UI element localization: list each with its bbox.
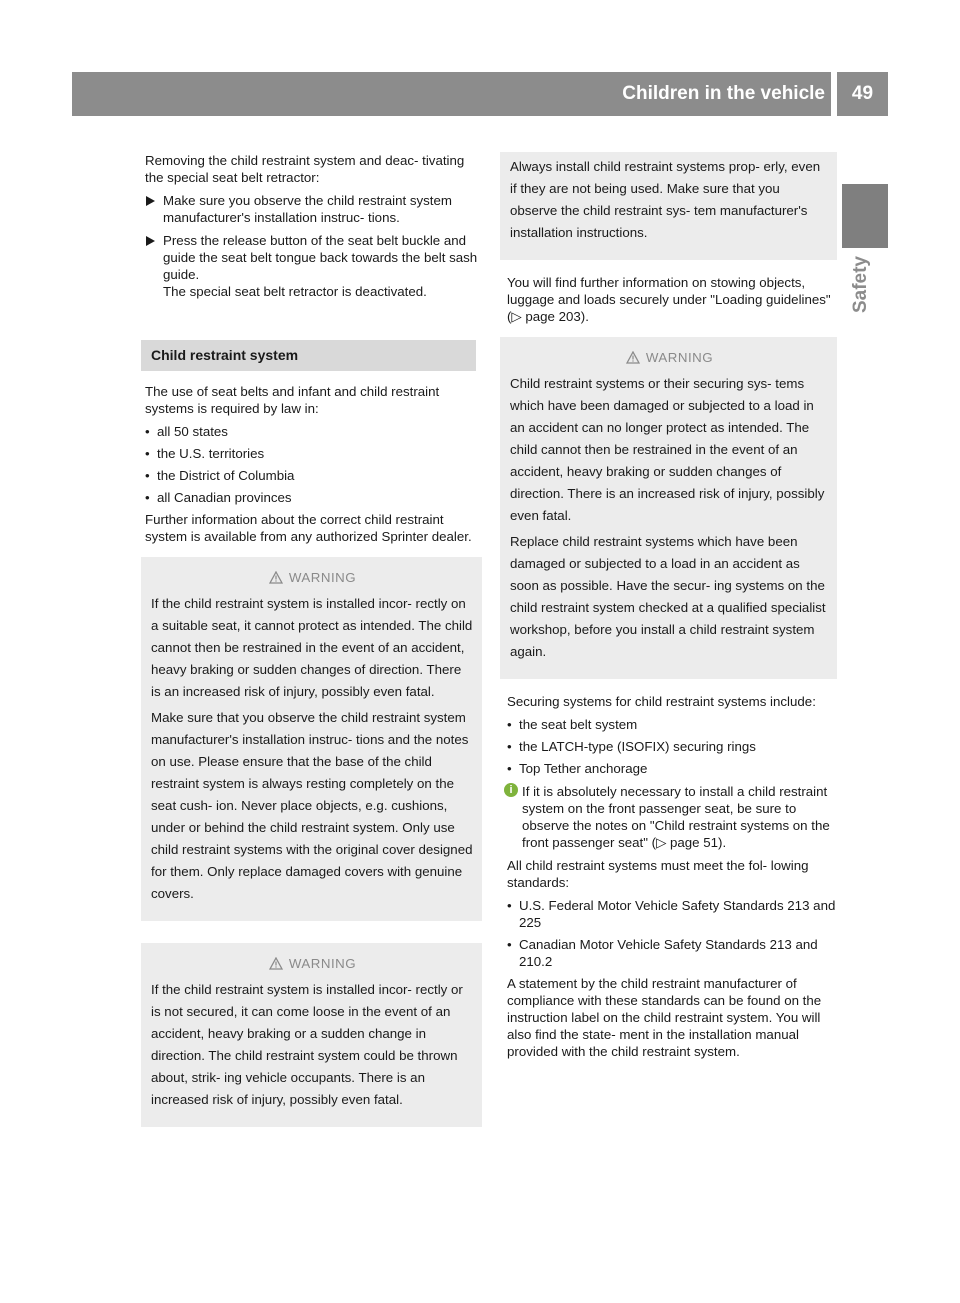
left-column [145, 152, 482, 1141]
section-tab-marker [842, 184, 888, 248]
warning-label: WARNING [288, 956, 357, 971]
warning-text: If the child restraint system is installed incor- rectly or is not secured, it can come loose in the event of an accident, heavy braking or a sudden change in direction. The child restraint system could be thrown about, strik- ing vehicle occupants. There is an increased risk of injury, possibly even fatal. [151, 982, 463, 1107]
step-item: Make sure you observe the child restraint system manufacturer's installation instruc- tions. [145, 192, 482, 226]
warning-triangle-icon [626, 349, 640, 371]
section-heading: Child restraint system [141, 340, 476, 371]
list-item: • all 50 states [145, 423, 482, 440]
warning-label: WARNING [288, 570, 357, 585]
closing-text: A statement by the child restraint manufacturer of compliance with these standards can be found on the instruction label on the child restraint system. You will also find the state- ment in the installation manual provided with the child restraint system. [507, 976, 822, 1059]
warning-triangle-icon [269, 955, 283, 977]
warning-text: Replace child restraint systems which have been damaged or subjected to a load in an accident as soon as possible. Have the secur- ing systems on the child restraint system checked at a qualified specialist workshop, before you install a child restraint system again. [510, 534, 826, 659]
further-info-text: Further information about the correct child restraint system is available from any authorized Sprinter dealer. [145, 512, 472, 544]
intro-text: Removing the child restraint system and deac- tivating the special seat belt retractor: [145, 153, 465, 185]
warning-label: WARNING [645, 350, 714, 365]
list-item: • the seat belt system [507, 716, 837, 733]
right-column [507, 152, 837, 1066]
warning-box [141, 557, 482, 921]
info-note [504, 783, 837, 851]
section-tab-label: Safety [850, 256, 871, 314]
page-header-title: Children in the vehicle [622, 83, 825, 104]
stowing-text: You will find further information on stowing objects, luggage and loads securely under "Loading guidelines" (▷ page 203). [507, 275, 831, 324]
warning-header [151, 567, 474, 591]
standards-intro: All child restraint systems must meet the fol- lowing standards: [507, 858, 809, 890]
warning-triangle-icon [269, 569, 283, 591]
warning-header [151, 953, 474, 977]
info-icon: i [504, 783, 518, 797]
law-text: The use of seat belts and infant and child restraint systems is required by law in: [145, 384, 440, 416]
list-item: • all Canadian provinces [145, 489, 482, 506]
info-box [500, 152, 837, 260]
list-item: • Canadian Motor Vehicle Safety Standards 213 and 210.2 [507, 936, 837, 970]
warning-header [510, 347, 829, 371]
securing-intro: Securing systems for child restraint systems include: [507, 694, 816, 709]
note-text: If it is absolutely necessary to install a child restraint system on the front passenger seat, be sure to observe the notes on "Child restraint systems on the front passenger seat" (▷ page 51). [522, 784, 830, 850]
list-item: • U.S. Federal Motor Vehicle Safety Standards 213 and 225 [507, 897, 837, 931]
step-item [145, 232, 482, 300]
list-item: • the U.S. territories [145, 445, 482, 462]
step-text: Press the release button of the seat belt buckle and guide the seat belt tongue back towards the belt sash guide. [163, 233, 478, 282]
warning-text: Make sure that you observe the child restraint system manufacturer's installation instruc- tions and the notes on use. Please ensure that the base of the child restraint system is always resting completely on the seat cush- ion. Never place objects, e.g. cushions, under or behind the child restraint system. Only use child restraint systems with the original cover designed for them. Only replace damaged covers with genuine covers. [151, 710, 473, 901]
list-item: • the LATCH-type (ISOFIX) securing rings [507, 738, 837, 755]
box-text: Always install child restraint systems prop- erly, even if they are not being used. Make sure that you observe the child restraint sys- tem manufacturer's installation instructions. [510, 159, 821, 240]
warning-box [500, 337, 837, 679]
warning-box [141, 943, 482, 1127]
page-number: 49 [837, 72, 888, 116]
list-item: • Top Tether anchorage [507, 760, 837, 777]
warning-text: Child restraint systems or their securing sys- tems which have been damaged or subjected to a load in an accident can no longer protect as intended. The child cannot then be restrained in the event of an accident, heavy braking or sudden changes of direction. There is an increased risk of injury, possibly even fatal. [510, 376, 825, 523]
list-item: • the District of Columbia [145, 467, 482, 484]
warning-text: If the child restraint system is installed incor- rectly on a suitable seat, it cannot protect as intended. The child cannot then be restrained in the event of an accident, heavy braking or sudden changes of direction. There is an increased risk of injury, possibly even fatal. [151, 596, 473, 699]
step-result: The special seat belt retractor is deactivated. [163, 284, 427, 299]
header-bar [72, 72, 831, 116]
